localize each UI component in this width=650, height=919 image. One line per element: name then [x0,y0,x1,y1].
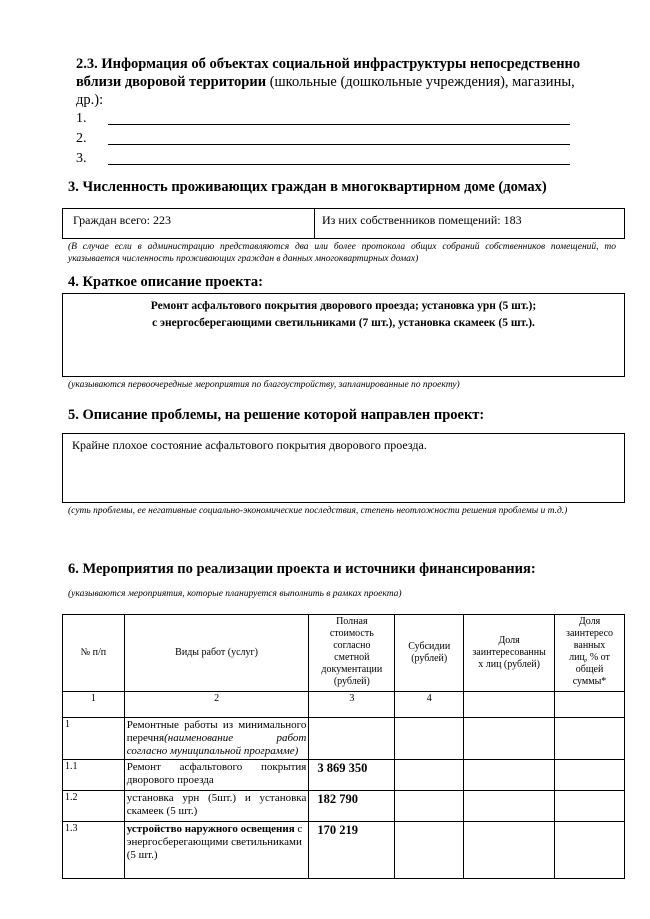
header-number [63,615,125,692]
section-3-note: (В случае если в администрацию представляются два или более протокола общих собраний собственников помещений, то указывается численность проживающих граждан в данных многоквартирных домах) [68,242,616,264]
column-number: 2 [124,692,309,718]
header-line: общей [575,664,604,675]
table-row [63,822,625,879]
financing-table [62,614,625,879]
column-number: 1 [63,692,125,718]
header-line: заинтересованны [472,647,546,658]
section-6-heading: 6. Мероприятия по реализации проекта и источники финансирования: [68,561,536,577]
row-number: 1.1 [63,760,125,791]
header-line: (рублей) [333,676,370,687]
header-line: Доля [498,635,520,646]
blank-fill-line [108,164,570,165]
empty-cell [555,718,625,760]
project-description-box [62,293,625,377]
header-line: стоимость [329,628,374,639]
row-number: 1.3 [63,822,125,879]
header-work-types [124,615,309,692]
section-6-note: (указываются мероприятия, которые планируется выполнить в рамках проекта) [68,589,402,599]
header-line: Доля [578,616,601,627]
empty-cell [395,791,464,822]
header-line: суммы* [572,676,607,687]
header-line: заинтересо [566,628,614,639]
table-header-row [63,615,625,692]
owners-count: Из них собственников помещений: 183 [322,213,522,227]
header-share-rub [464,615,555,692]
citizens-total: Граждан всего: 223 [73,213,172,227]
header-line: согласно [333,640,371,651]
row-description-bold: устройство наружного освещения [126,823,295,835]
population-divider [314,209,315,238]
problem-description-text: Крайне плохое состояние асфальтового покрытия дворового проезда. [72,438,427,452]
header-line: сметной [334,652,370,663]
row-cost [309,718,395,760]
list-item-number: 1. [76,111,87,126]
row-description: Ремонт асфальтового покрытия дворового проезда [124,760,309,791]
empty-cell [555,692,625,718]
empty-cell [464,760,555,791]
header-line: документации [321,664,383,675]
row-description [124,822,309,879]
empty-cell [395,822,464,879]
column-number: 3 [309,692,395,718]
header-subsidies [395,615,464,692]
header-line: лиц, % от [569,652,610,663]
row-description: установка урн (5шт.) и установка скамеек (5 шт.) [124,791,309,822]
column-number: 4 [395,692,464,718]
empty-cell [555,822,625,879]
header-line: Полная [336,616,368,627]
row-description-main: Ремонтные работы из минимального перечня [126,719,307,744]
empty-cell [555,760,625,791]
section-2-3-title: 2.3. Информация об объектах социальной инфраструктуры непосредственно вблизи дворовой территории [76,56,581,90]
row-number: 1.2 [63,791,125,822]
row-description-italic: (наименование работ согласно муниципальной программе) [126,732,307,757]
project-description-line2: с энергосберегающими светильниками (7 шт.), установка скамеек (5 шт.). [152,317,535,329]
empty-cell [464,718,555,760]
section-5-note: (суть проблемы, ее негативные социально-экономические последствия, степень неотложности решения проблемы и т.д.) [68,506,568,516]
row-description [124,718,309,760]
header-full-cost [309,615,395,692]
row-cost: 3 869 350 [309,760,395,791]
row-number: 1 [63,718,125,760]
list-item-number: 2. [76,131,87,146]
section-3-heading: 3. Численность проживающих граждан в многоквартирном доме (домах) [68,179,547,195]
header-work-types-text: Виды работ (услуг) [175,647,258,658]
blank-fill-line [108,144,570,145]
empty-cell [395,760,464,791]
header-line: ванных [573,640,606,651]
section-4-note: (указываются первоочередные мероприятия по благоустройству, запланированные по проекту) [68,380,460,390]
table-row [63,791,625,822]
row-cost: 170 219 [309,822,395,879]
header-line: х лиц (рублей) [478,659,540,670]
header-number-text: № п/п [80,647,107,658]
project-description-line1: Ремонт асфальтового покрытия дворового проезда; установка урн (5 шт.); [150,300,537,312]
population-box [62,208,625,239]
empty-cell [555,791,625,822]
problem-description-box [62,433,625,503]
empty-cell [464,822,555,879]
table-row [63,718,625,760]
table-row [63,760,625,791]
header-subsidies-text: Субсидии (рублей) [408,641,451,664]
section-5-heading: 5. Описание проблемы, на решение которой направлен проект: [68,407,485,423]
section-2-3-subtitle: (школьные (дошкольные учреждения), магазины, др.): [76,74,575,108]
header-share-percent [555,615,625,692]
section-2-3-heading [76,55,596,109]
row-description-rest: с энергосберегающими светильниками (5 шт.) [126,823,303,861]
empty-cell [464,791,555,822]
list-item-number: 3. [76,151,87,166]
section-4-heading: 4. Краткое описание проекта: [68,274,263,290]
row-cost: 182 790 [309,791,395,822]
empty-cell [395,718,464,760]
column-number-row [63,692,625,718]
blank-fill-line [108,124,570,125]
empty-cell [464,692,555,718]
